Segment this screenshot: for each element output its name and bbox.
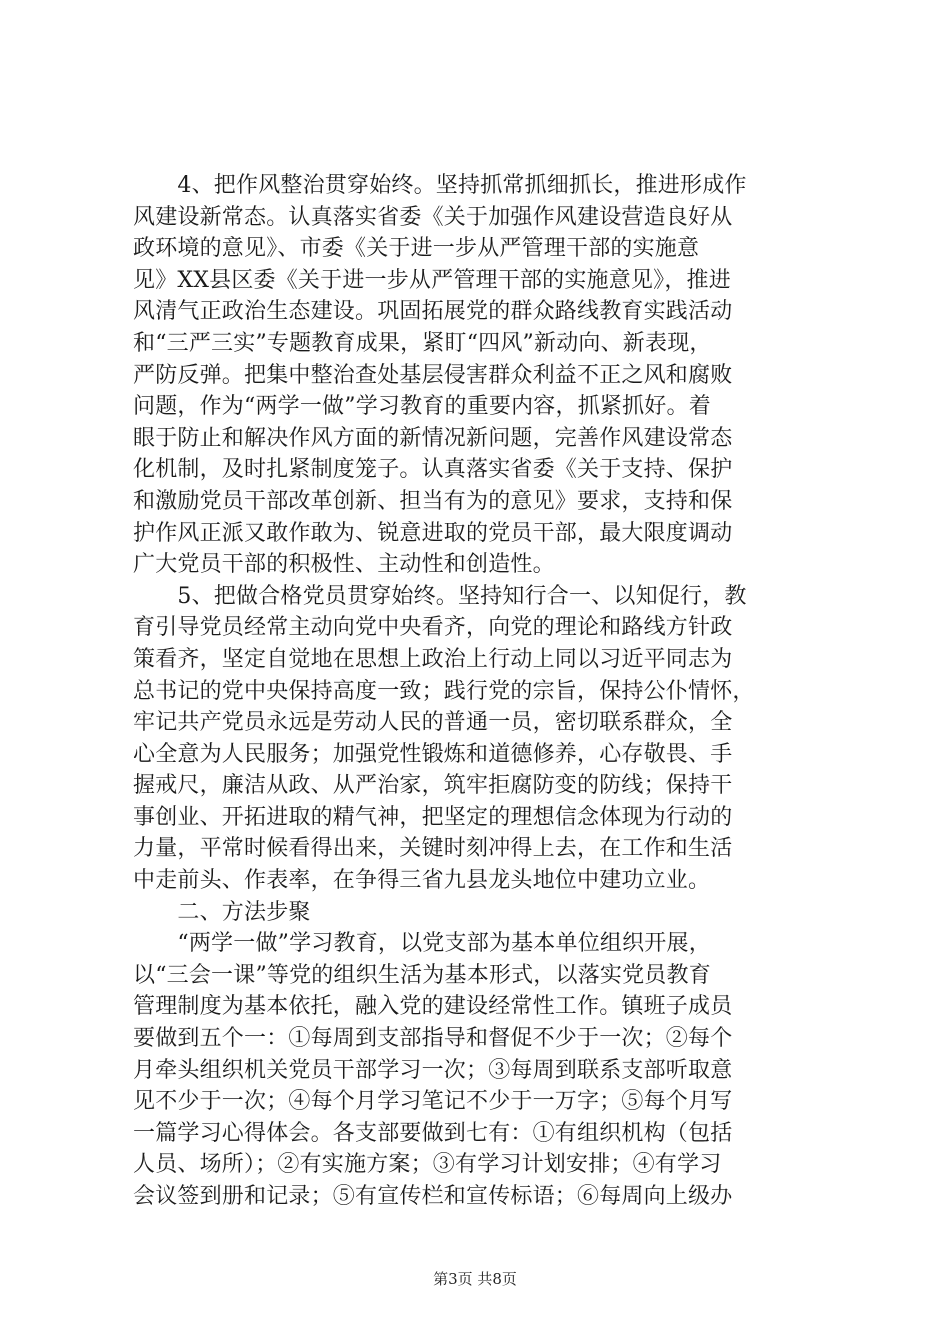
text-line: 化机制，及时扎紧制度笼子。认真落实省委《关于支持、保护 [133, 457, 733, 483]
text-line: 4、把作风整治贯穿始终。坚持抓常抓细抓长，推进形成作 [133, 173, 747, 198]
text-line: 牢记共产党员永远是劳动人民的普通一员，密切联系群众，全 [133, 710, 733, 736]
text-line: “两学一做”学习教育，以党支部为基本单位组织开展， [133, 931, 711, 957]
text-line: 问题，作为“两学一做”学习教育的重要内容，抓紧抓好。着 [133, 394, 711, 420]
text-line: 心全意为人民服务；加强党性锻炼和道德修养，心存敬畏、手 [133, 741, 733, 767]
text-line: 要做到五个一：①每周到支部指导和督促不少于一次；②每个 [133, 1026, 733, 1052]
section-heading: 二、方法步聚 [133, 899, 311, 925]
text-line: 管理制度为基本依托，融入党的建设经常性工作。镇班子成员 [133, 994, 733, 1020]
text-line: 风清气正政治生态建设。巩固拓展党的群众路线教育实践活动 [133, 299, 733, 325]
text-line: 握戒尺，廉洁从政、从严治家，筑牢拒腐防变的防线；保持干 [133, 773, 733, 799]
text-line: 严防反弹。把集中整治查处基层侵害群众利益不正之风和腐败 [133, 362, 733, 388]
text-line: 和“三严三实”专题教育成果，紧盯“四风”新动向、新表现， [133, 330, 712, 356]
text-line: 广大党员干部的积极性、主动性和创造性。 [133, 552, 555, 578]
text-line: 一篇学习心得体会。各支部要做到七有：①有组织机构（包括 [133, 1120, 733, 1146]
text-line: 力量，平常时候看得出来，关键时刻冲得上去，在工作和生活 [133, 836, 733, 862]
document-body [133, 170, 833, 1213]
text-line: 总书记的党中央保持高度一致；践行党的宗旨，保持公仆情怀， [133, 678, 755, 704]
text-line: 见》XX县区委《关于进一步从严管理干部的实施意见》，推进 [133, 267, 731, 293]
text-line: 见不少于一次；④每个月学习笔记不少于一万字；⑤每个月写 [133, 1089, 733, 1115]
text-line: 育引导党员经常主动向党中央看齐，向党的理论和路线方针政 [133, 615, 733, 641]
text-line: 以“三会一课”等党的组织生活为基本形式，以落实党员教育 [133, 962, 711, 988]
text-line: 月牵头组织机关党员干部学习一次；③每周到联系支部听取意 [133, 1057, 733, 1083]
text-line: 风建设新常态。认真落实省委《关于加强作风建设营造良好从 [133, 204, 733, 230]
text-line: 中走前头、作表率，在争得三省九县龙头地位中建功立业。 [133, 868, 711, 894]
text-line: 护作风正派又敢作敢为、锐意进取的党员干部，最大限度调动 [133, 520, 733, 546]
text-line: 策看齐，坚定自觉地在思想上政治上行动上同以习近平同志为 [133, 646, 733, 672]
text-line: 5、把做合格党员贯穿始终。坚持知行合一、以知促行，教 [133, 583, 747, 609]
text-line: 眼于防止和解决作风方面的新情况新问题，完善作风建设常态 [133, 425, 733, 451]
text-line: 政环境的意见》、市委《关于进一步从严管理干部的实施意 [133, 236, 700, 262]
text-line: 人员、场所）；②有实施方案；③有学习计划安排；④有学习 [133, 1152, 722, 1178]
text-line: 和激励党员干部改革创新、担当有为的意见》要求，支持和保 [133, 488, 733, 514]
text-line: 会议签到册和记录；⑤有宣传栏和宣传标语；⑥每周向上级办 [133, 1184, 733, 1209]
page-number-footer: 第3页 共8页 [433, 1270, 517, 1288]
text-line: 事创业、开拓进取的精气神，把坚定的理想信念体现为行动的 [133, 804, 733, 830]
